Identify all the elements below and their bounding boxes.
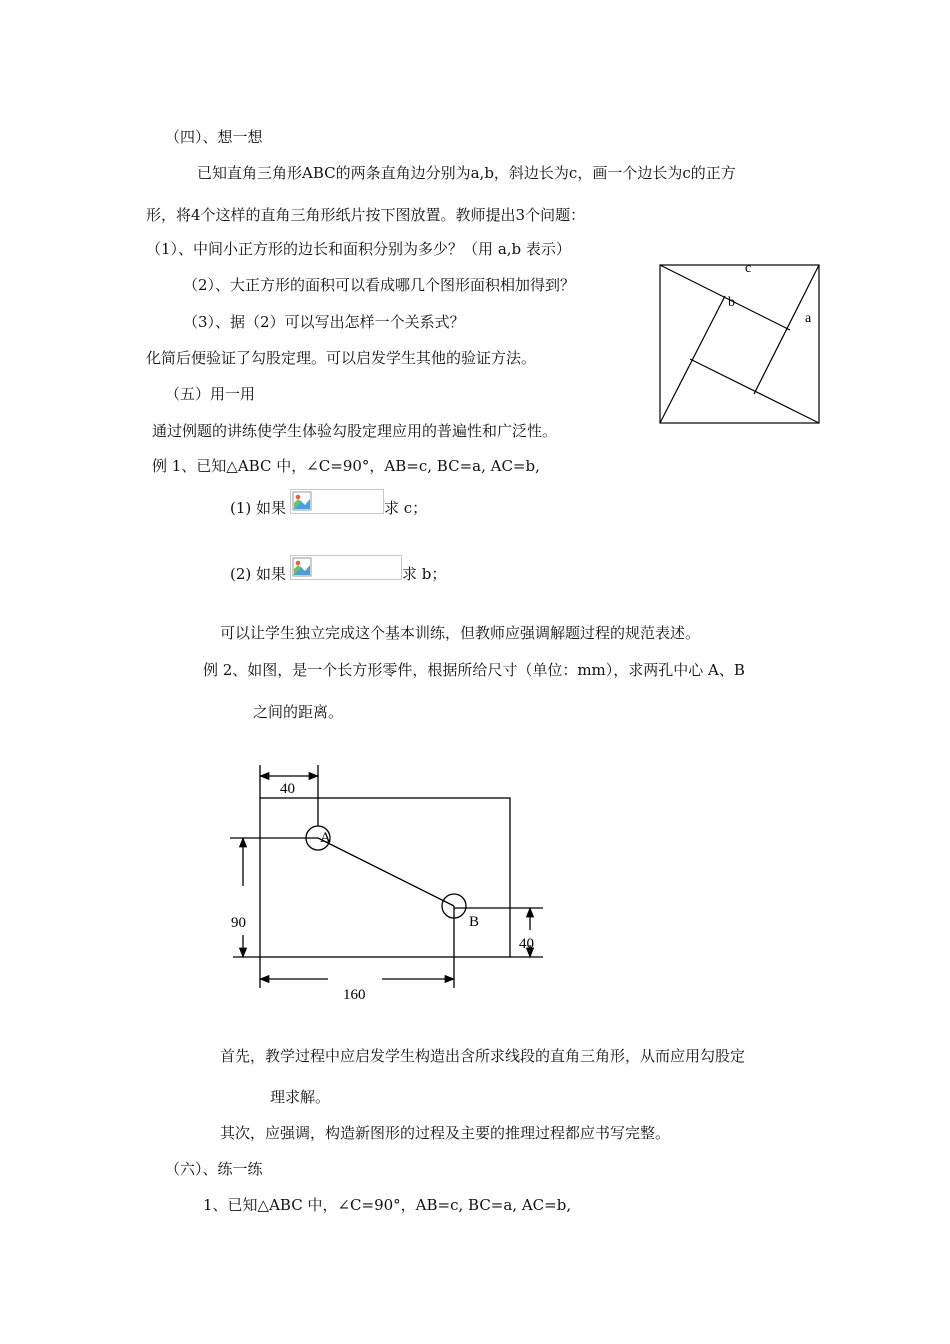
dim-right-label: 40 [519,936,534,952]
pythagoras-square-figure [655,258,825,428]
example-1-part-1-prefix: (1) 如果 [230,499,287,517]
explanation-first-line2: 理求解。 [270,1088,331,1106]
rectangular-part-figure [225,760,555,1010]
teaching-note: 可以让学生独立完成这个基本训练，但教师应强调解题过程的规范表述。 [220,624,701,642]
example-2-line1: 例 2、如图，是一个长方形零件，根据所给尺寸（单位：mm），求两孔中心 A、B [203,661,745,679]
segment-ab [318,838,454,906]
label-b: b [728,295,735,310]
question-1: （1）、中间小正方形的边长和面积分别为多少？（用 a,b 表示） [146,240,571,258]
formula-image-2 [290,555,402,580]
image-placeholder-icon [292,557,312,577]
part-rectangle [260,798,510,957]
example-1-part-1-suffix: 求 c； [384,499,428,517]
dim-bottom-label: 160 [343,987,366,1003]
conclusion-text: 化简后便验证了勾股定理。可以启发学生其他的验证方法。 [146,349,537,367]
hole-a-label: A [320,830,331,846]
image-placeholder-icon [292,491,312,511]
section-4-paragraph-line2: 形，将4个这样的直角三角形纸片按下图放置。教师提出3个问题： [146,206,586,224]
practice-1-statement: 1、已知△ABC 中，∠C=90°，AB=c, BC=a, AC=b, [203,1196,572,1214]
explanation-second: 其次，应强调，构造新图形的过程及主要的推理过程都应书写完整。 [220,1124,671,1142]
example-1-part-2-prefix: (2) 如果 [230,565,287,583]
label-c: c [745,261,752,276]
example-1-part-2-suffix: 求 b； [402,565,447,583]
section-6-heading: （六）、练一练 [165,1160,263,1178]
outer-square [660,265,819,423]
triangle-line-right [754,265,819,394]
explanation-first-line1: 首先，教学过程中应启发学生构造出含所求线段的直角三角形，从而应用勾股定 [220,1047,746,1065]
formula-image-1 [290,489,384,514]
example-2-line2: 之间的距离。 [253,703,344,721]
question-2: （2）、大正方形的面积可以看成哪几个图形面积相加得到？ [183,276,576,294]
example-1-statement: 例 1、已知△ABC 中，∠C=90°，AB=c, BC=a, AC=b, [152,457,540,475]
section-4-heading: （四）、想一想 [165,128,263,146]
section-5-intro: 通过例题的讲练使学生体验勾股定理应用的普遍性和广泛性。 [152,422,558,440]
dim-left-label: 90 [231,915,246,931]
triangle-line-bottom [690,359,819,423]
label-a: a [805,311,812,326]
question-3: （3）、据（2）可以写出怎样一个关系式？ [183,313,465,331]
section-5-heading: （五）用一用 [165,385,256,403]
triangle-line-top [660,265,790,330]
triangle-line-left [660,296,725,423]
section-4-paragraph-line1: 已知直角三角形ABC的两条直角边分别为a,b，斜边长为c，画一个边长为c的正方 [197,164,736,182]
hole-b-label: B [469,914,480,930]
dim-top-label: 40 [280,781,295,797]
